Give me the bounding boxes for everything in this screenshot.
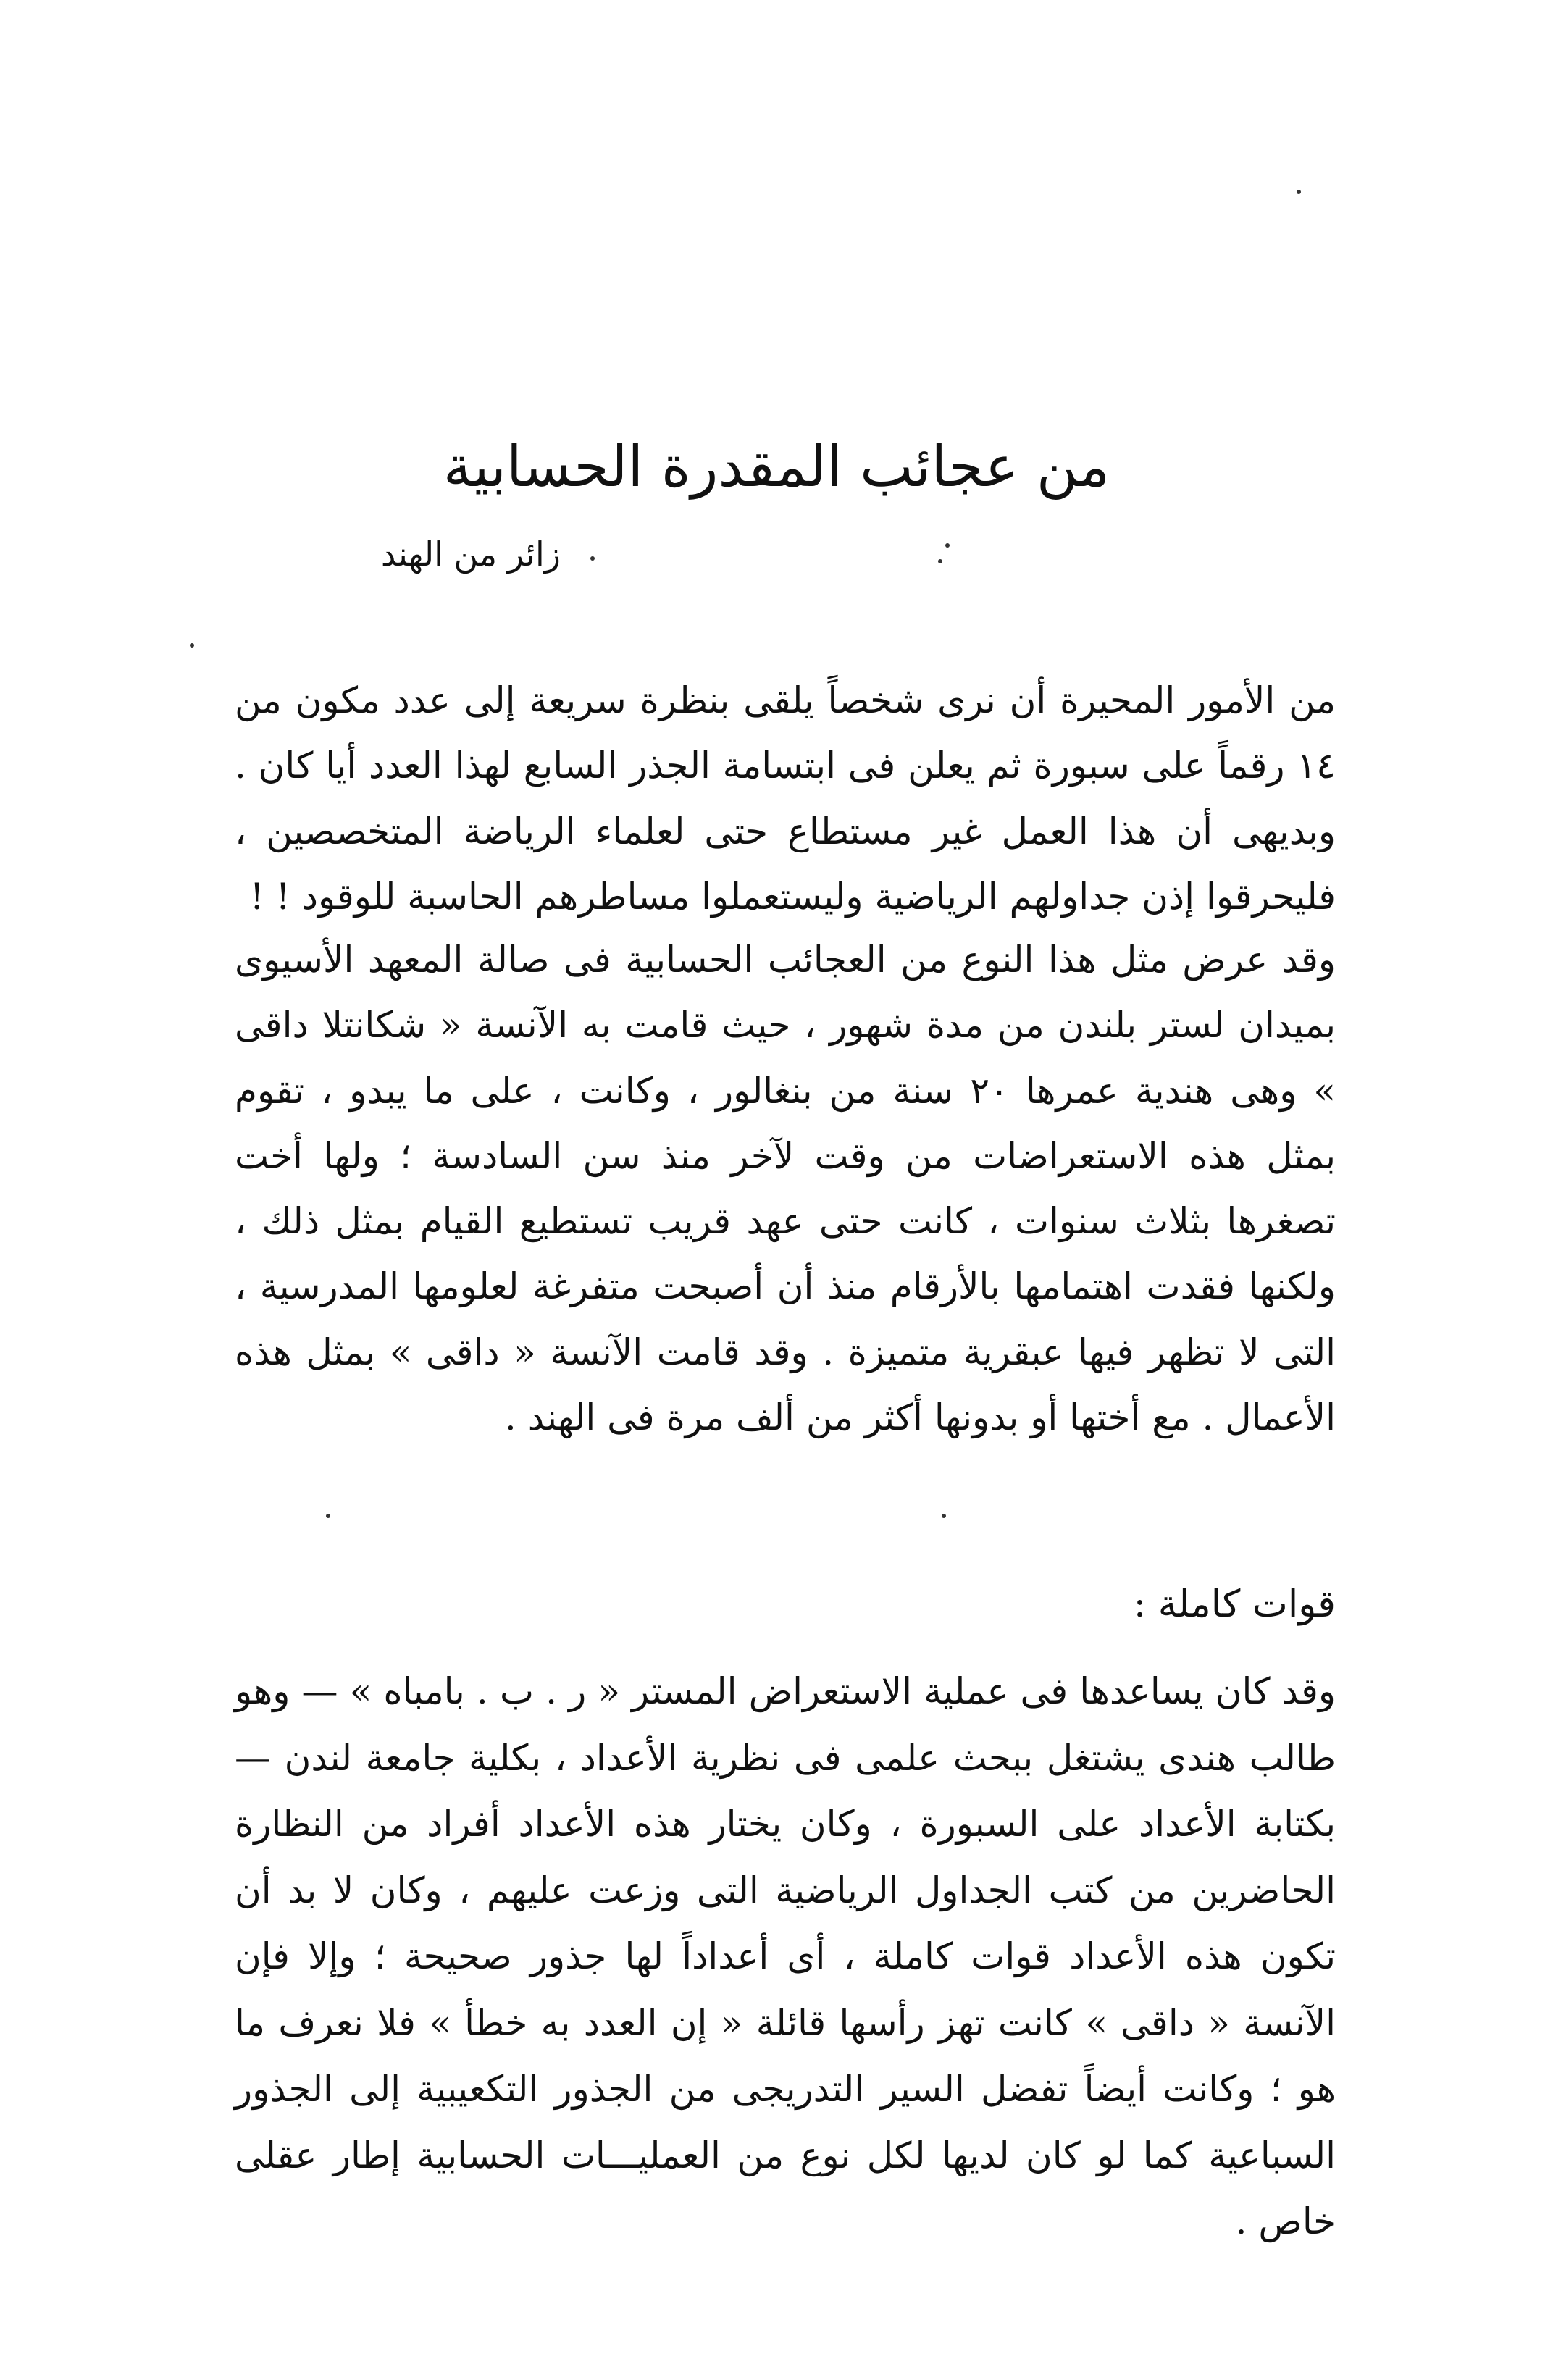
scan-speck [326, 1514, 330, 1518]
article-byline: زائر من الهند [380, 535, 561, 574]
scan-speck [938, 559, 942, 563]
paragraph-perfect-powers: وقد كان يساعدها فى عملية الاستعراض المستر « ر . ب . بامباه » — وهو طالب هندى يشتغل ببحث علمى فى نظرية الأعداد ، بكلية جامعة لندن — بكتابة الأعداد على السبورة ، وكان يختار هذه الأعداد أفراد من النظارة الحاضرين من كتب الجداول الرياضية التى وزعت عليهم ، وكان لا بد أن تكون هذه الأعداد قوات كاملة ، أى أعداداً لها جذور صحيحة ؛ وإلا فإن الآنسة « داقى » كانت تهز رأسها قائلة « إن العدد به خطأ » فلا نعرف ما هو ؛ وكانت أيضاً تفضل السير التدريجى من الجذور التكعيبية إلى الجذور السباعية كما لو كان لديها لكل نوع من العمليـــات الحسابية إطار عقلى خاص . [235, 1670, 1336, 2242]
scan-speck [945, 543, 950, 548]
paragraph-intro: من الأمور المحيرة أن نرى شخصاً يلقى بنظرة سريعة إلى عدد مكون من ١٤ رقماً على سبورة ثم يعلن فى ابتسامة الجذر السابع لهذا العدد أيا كان . وبديهى أن هذا العمل غير مستطاع حتى لعلماء الرياضة المتخصصين ، فليحرقوا إذن جداولهم الرياضية وليستعملوا مساطرهم الحاسبة للوقود ! ! [235, 679, 1336, 918]
scan-speck [1297, 190, 1301, 194]
scan-speck [190, 643, 194, 648]
scan-speck [590, 556, 595, 561]
article-title: من عجائب المقدرة الحسابية [443, 435, 1110, 500]
paragraph-demonstration: وقد عرض مثل هذا النوع من العجائب الحسابية فى صالة المعهد الأسيوى بميدان لستر بلندن من مدة شهور ، حيث قامت به الآنسة « شكانتلا داقى » وهى هندية عمرها ٢٠ سنة من بنغالور ، وكانت ، على ما يبدو ، تقوم بمثل هذه الاستعراضات من وقت لآخر منذ سن السادسة ؛ ولها أخت تصغرها بثلاث سنوات ، كانت حتى عهد قريب تستطيع القيام بمثل ذلك ، ولكنها فقدت اهتمامها بالأرقام منذ أن أصبحت متفرغة لعلومها المدرسية ، التى لا تظهر فيها عبقرية متميزة . وقد قامت الآنسة « داقى » بمثل هذه الأعمال . مع أختها أو بدونها أكثر من ألف مرة فى الهند . [235, 939, 1336, 1439]
scan-speck [942, 1514, 946, 1518]
section-heading: قوات كاملة : [1133, 1583, 1336, 1626]
